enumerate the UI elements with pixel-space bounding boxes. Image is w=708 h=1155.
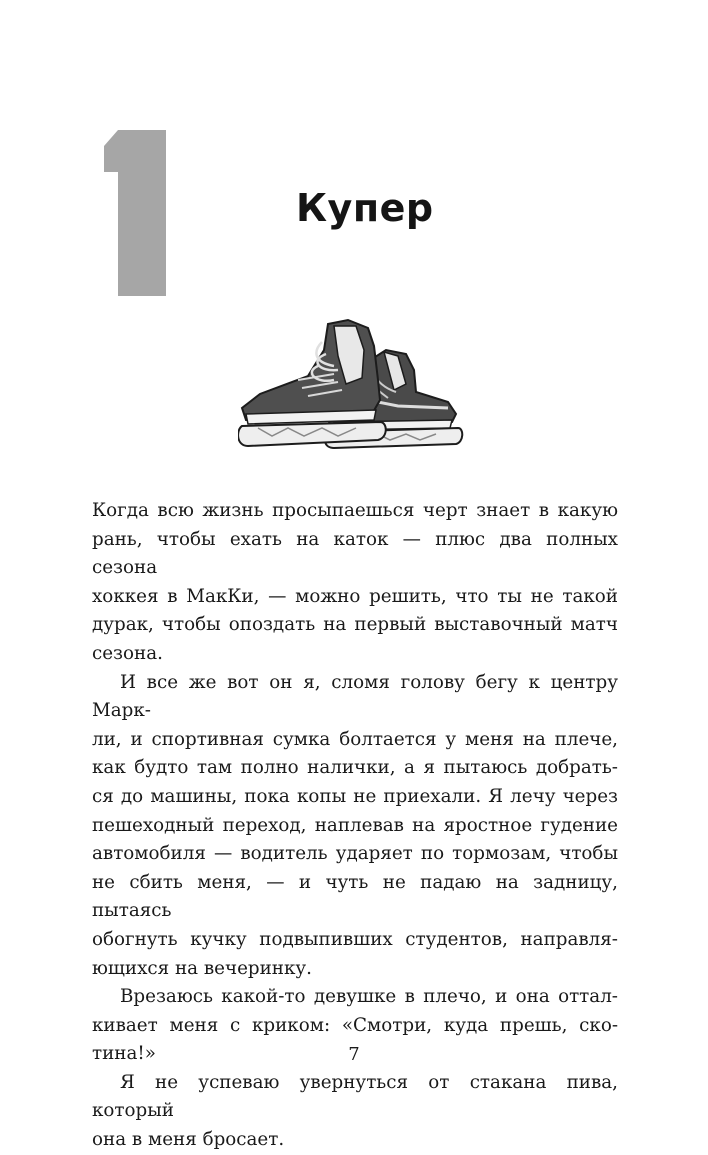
chapter-number-glyph — [104, 128, 166, 298]
text-line: хоккея в МакКи, — можно решить, что ты не такой — [92, 585, 618, 607]
left-skate-icon — [238, 320, 386, 446]
text-line: Я не успеваю увернуться от стакана пива, который — [92, 1071, 618, 1122]
text-line: ся до машины, пока копы не приехали. Я лечу через — [92, 785, 618, 807]
text-line: она в меня бросает. — [92, 1129, 285, 1151]
text-line: автомобиля — водитель ударяет по тормозам, чтобы — [92, 843, 618, 865]
text-line: Врезаюсь какой-то девушке в плечо, и она оттал- — [120, 986, 618, 1008]
page-number: 7 — [348, 1044, 360, 1065]
paragraph — [92, 1069, 618, 1155]
chapter-title: Купер — [296, 186, 434, 230]
text-line: как будто там полно налички, а я пытаюсь добрать- — [92, 757, 618, 779]
text-line: рань, чтобы ехать на каток — плюс два полных сезона — [92, 528, 618, 579]
text-line: Когда всю жизнь просыпаешься черт знает в какую — [92, 500, 618, 521]
text-line: обогнуть кучку подвыпивших студентов, направля- — [92, 928, 618, 950]
text-line: не сбить меня, — и чуть не падаю на задницу, пытаясь — [92, 871, 618, 922]
hockey-skates-icon — [238, 310, 468, 475]
text-line: ющихся на вечеринку. — [92, 957, 312, 979]
paragraph — [92, 497, 618, 669]
text-line: кивает меня с криком: «Смотри, куда прешь, ско- — [92, 1014, 618, 1036]
text-line: дурак, чтобы опоздать на первый выставочный матч — [92, 614, 618, 636]
text-line: И все же вот он я, сломя голову бегу к центру Марк- — [92, 671, 618, 722]
text-line: ли, и спортивная сумка болтается у меня на плече, — [92, 728, 618, 750]
text-line: пешеходный переход, наплевав на яростное гудение — [92, 814, 618, 836]
paragraph — [92, 669, 618, 984]
text-line: тина!» — [92, 1043, 156, 1065]
chapter-number — [118, 128, 166, 296]
text-line: сезона. — [92, 642, 163, 664]
